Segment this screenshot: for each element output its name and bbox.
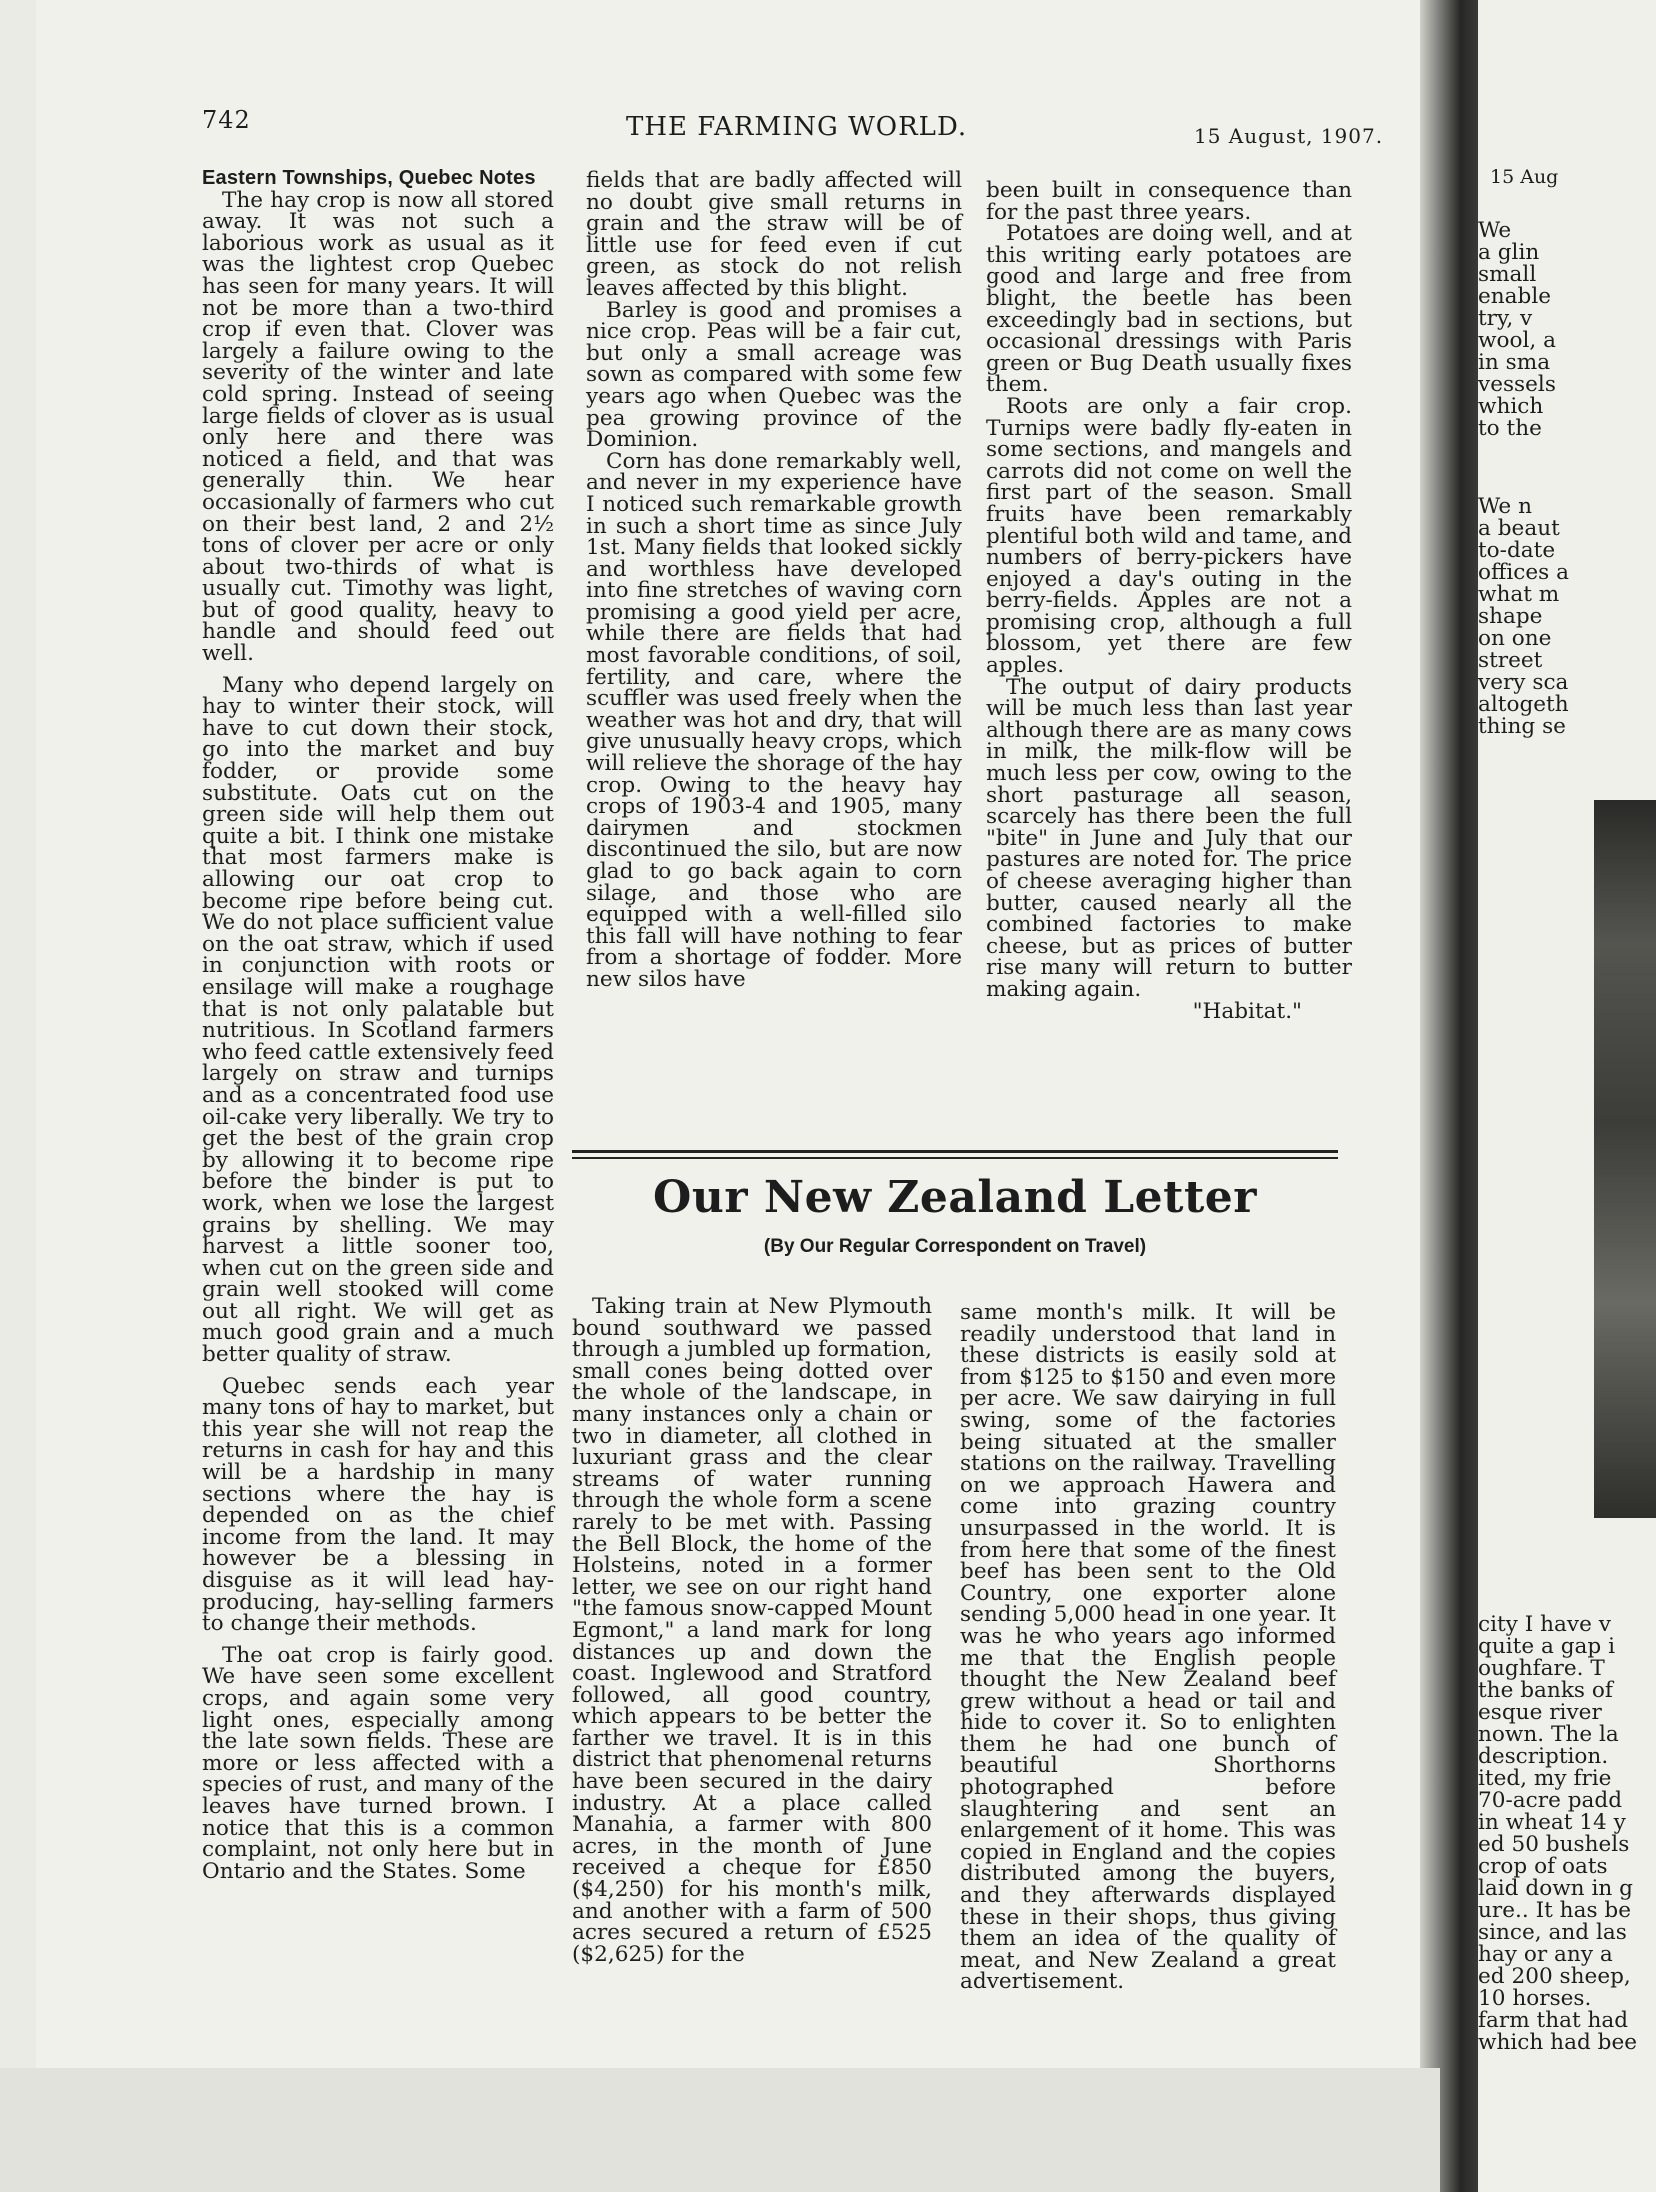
facing-page-line: description. <box>1478 1744 1609 1769</box>
quebec-paragraph: The output of dairy products will be much less than last year although there are as many cows in milk, the milk-flow will be much less per cow, owing to the short pasturage all season, scarcely has there been the full "bite" in June and July that our pastures are noted for. The price of cheese averaging higher than butter, caused nearly all the combined factories to make cheese, but as prices of butter rise many will return to butter making again. <box>986 674 1352 1002</box>
quebec-paragraph: The oat crop is fairly good. We have seen some excellent crops, and again some very light ones, especially among the late sown fields. These are more or less affected with a species of rust, and many of the leaves have turned brown. I notice that this is a common complaint, not only here but in Ontario and the States. Some <box>202 1642 554 1884</box>
issue-date: 15 August, 1907. <box>1194 124 1384 148</box>
facing-page-line: to the <box>1478 416 1542 441</box>
facing-page-line: street <box>1478 648 1543 673</box>
nz-column-1 <box>572 1296 932 1965</box>
facing-page-line: in wheat 14 y <box>1478 1810 1626 1835</box>
quebec-paragraph: been built in consequence than for the past three years. <box>986 178 1352 225</box>
facing-page-line: nown. The la <box>1478 1722 1619 1747</box>
facing-page-line: small <box>1478 262 1537 287</box>
facing-page-line: try, v <box>1478 306 1533 331</box>
facing-page-line: thing se <box>1478 714 1566 739</box>
facing-page-line: farm that had <box>1478 2008 1629 2033</box>
facing-page-line: 70-acre padd <box>1478 1788 1623 1813</box>
facing-page-line: ited, my frie <box>1478 1766 1612 1791</box>
facing-page-line: city I have v <box>1478 1612 1611 1637</box>
facing-page-line: in sma <box>1478 350 1551 375</box>
scan-margin <box>0 2068 1440 2192</box>
nz-paragraph: Taking train at New Plymouth bound southward we passed through a jumbled up formation, small cones being dotted over the whole of the landscape, in many instances only a chain or two in diameter, all clothed in luxuriant grass and the clear streams of water running through the whole form a scene rarely to be met with. Passing the Bell Block, the home of the Holsteins, noted in a former letter, we see on our right hand "the famous snow-capped Mount Egmont," a land mark for long distances up and down the coast. Inglewood and Stratford followed, all good country, which appears to be better the farther we travel. It is in this district that phenomenal returns have been secured in the dairy industry. At a place called Manahia, a farmer with 800 acres, in the month of June received a cheque for £850 ($4,250) for his month's milk, and another with a farm of 500 acres secured a return of £525 ($2,625) for the <box>572 1294 932 1967</box>
facing-page-line: enable <box>1478 284 1552 309</box>
facing-page-line: We <box>1478 218 1512 243</box>
quebec-paragraph: Corn has done remarkably well, and never in my experience have I noticed such remarkable growth in such a short time as since July 1st. Many fields that looked sickly and worthless have developed into fine stretches of waving corn promising a good yield per acre, while there are fields that had most favorable conditions, of soil, fertility, and care, where the scuffler was used freely when the weather was hot and dry, that will give unusually heavy crops, which will relieve the shorage of the hay crop. Owing to the heavy hay crops of 1903-4 and 1905, many dairymen and stockmen discontinued the silo, but are now glad to go back again to corn silage, and those who are equipped with a well-filled silo this fall will have nothing to fear from a shortage of fodder. More new silos have <box>586 448 962 992</box>
quebec-paragraph: Quebec sends each year many tons of hay to market, but this year she will not reap the returns in cash for hay and this will be a hardship in many sections where the hay is depended on as the chief income from the land. It may however be a blessing in disguise as it will lead hay-producing, hay-selling farmers to change their methods. <box>202 1373 554 1637</box>
facing-page-line: wool, a <box>1478 328 1556 353</box>
facing-page-line: ed 200 sheep, <box>1478 1964 1631 1989</box>
facing-page-line: shape <box>1478 604 1543 629</box>
quebec-column-1 <box>202 168 554 1882</box>
facing-page-line: very sca <box>1478 670 1569 695</box>
facing-page-photograph <box>1594 800 1656 1518</box>
facing-page-line: ed 50 bushels <box>1478 1832 1630 1857</box>
page-number: 742 <box>202 106 251 134</box>
facing-page-line: what m <box>1478 582 1560 607</box>
facing-page-line: the banks of <box>1478 1678 1613 1703</box>
facing-page-line: ure.. It has be <box>1478 1898 1632 1923</box>
section-divider <box>572 1150 1338 1153</box>
facing-page-line: We n <box>1478 494 1532 519</box>
facing-page-line: altogeth <box>1478 692 1569 717</box>
facing-page-line: quite a gap i <box>1478 1634 1615 1659</box>
quebec-paragraph: Roots are only a fair crop. Turnips were badly fly-eaten in some sections, and mangels and carrots did not come on well the first part of the season. Small fruits have been remarkably plentiful both wild and tame, and numbers of berry-pickers have enjoyed a day's outing in the berry-fields. Apples are not a promising crop, although a full blossom, yet there are few apples. <box>986 393 1352 679</box>
facing-page-line: vessels <box>1478 372 1556 397</box>
facing-page-header: 15 Aug <box>1490 166 1559 188</box>
facing-page-line: laid down in g <box>1478 1876 1633 1901</box>
quebec-paragraph: fields that are badly affected will no doubt give small returns in grain and the straw will be of little use for feed even if cut green, as stock do not relish leaves affected by this blight. <box>586 168 962 301</box>
nz-letter-title: Our New Zealand Letter <box>653 1172 1257 1223</box>
facing-page-line: offices a <box>1478 560 1569 585</box>
quebec-column-3 <box>986 180 1352 1023</box>
section-divider-thin <box>572 1157 1338 1159</box>
facing-page-line: esque river <box>1478 1700 1602 1725</box>
facing-page-line: a glin <box>1478 240 1540 265</box>
journal-title: THE FARMING WORLD. <box>626 112 968 142</box>
quebec-paragraph: The hay crop is now all stored away. It was not such a laborious work as usual as it was the lightest crop Quebec has seen for many years. It will not be more than a two-third crop if even that. Clover was largely a failure owing to the severity of the winter and late cold spring. Instead of seeing large fields of clover as is usual only here and there was noticed a field, and that was generally thin. We hear occasionally of farmers who cut on their best land, 2 and 2½ tons of clover per acre or only about two-thirds of what is usually cut. Timothy was light, but of good quality, heavy to handle and should feed out well. <box>202 187 554 667</box>
quebec-column-2 <box>586 170 962 991</box>
quebec-paragraph: Many who depend largely on hay to winter their stock, will have to cut down their stock, go into the market and buy fodder, or provide some substitute. Oats cut on the green side will help them out quite a bit. I think one mistake that most farmers make is allowing our oat crop to become ripe before being cut. We do not place sufficient value on the oat straw, which if used in conjunction with roots or ensilage will make a roughage that is not only palatable but nutritious. In Scotland farmers who feed cattle extensively feed largely on straw and turnips and as a concentrated food use oil-cake very liberally. We try to get the best of the grain crop by allowing it to become ripe before the binder is put to work, when we lose the largest grains by shelling. We may harvest a little sooner too, when cut on the green side and grain well stooked will come out all right. We will get as much good grain and a much better quality of straw. <box>202 672 554 1368</box>
facing-page-line: 10 horses. <box>1478 1986 1592 2011</box>
quebec-section-title: Eastern Townships, Quebec Notes <box>202 167 536 189</box>
facing-page-line: since, and las <box>1478 1920 1627 1945</box>
nz-paragraph: same month's milk. It will be readily understood that land in these districts is easily sold at from $125 to $150 and even more per acre. We saw dairying in full swing, some of the factories being situated at the smaller stations on the railway. Travelling on we approach Hawera and come into grazing country unsurpassed in the world. It is from here that some of the finest beef has been sent to the Old Country, one exporter alone sending 5,000 head in one year. It was he who years ago informed me that the English people thought the New Zealand beef grew without a head or tail and hide to cover it. So to enlighten them he had one bunch of beautiful Shorthorns photographed before slaughtering and sent an enlargement of it home. This was copied in England and the copies distributed among the buyers, and they afterwards displayed these in their shops, thus giving them an idea of the quality of meat, and New Zealand a great advertisement. <box>960 1300 1336 1995</box>
facing-page-line: which <box>1478 394 1544 419</box>
quebec-paragraph: Potatoes are doing well, and at this writing early potatoes are good and large and free from blight, the beetle has been exceedingly bad in sections, but occasional dressings with Paris green or Bug Death usually fixes them. <box>986 221 1352 398</box>
facing-page-line: hay or any a <box>1478 1942 1613 1967</box>
facing-page-line: crop of oats <box>1478 1854 1608 1879</box>
facing-page-line: a beaut <box>1478 516 1560 541</box>
facing-page-line: oughfare. T <box>1478 1656 1605 1681</box>
nz-column-2 <box>960 1302 1336 1993</box>
book-gutter <box>1420 0 1478 2192</box>
facing-page-line: on one <box>1478 626 1552 651</box>
facing-page-line: which had bee <box>1478 2030 1638 2055</box>
nz-byline: (By Our Regular Correspondent on Travel) <box>763 1236 1147 1257</box>
facing-page-line: to-date <box>1478 538 1556 563</box>
author-signature: "Habitat." <box>1192 998 1302 1024</box>
quebec-paragraph: Barley is good and promises a nice crop. Peas will be a fair cut, but only a small acreage was sown as compared with some few years ago when Quebec was the pea growing province of the Dominion. <box>586 297 962 453</box>
